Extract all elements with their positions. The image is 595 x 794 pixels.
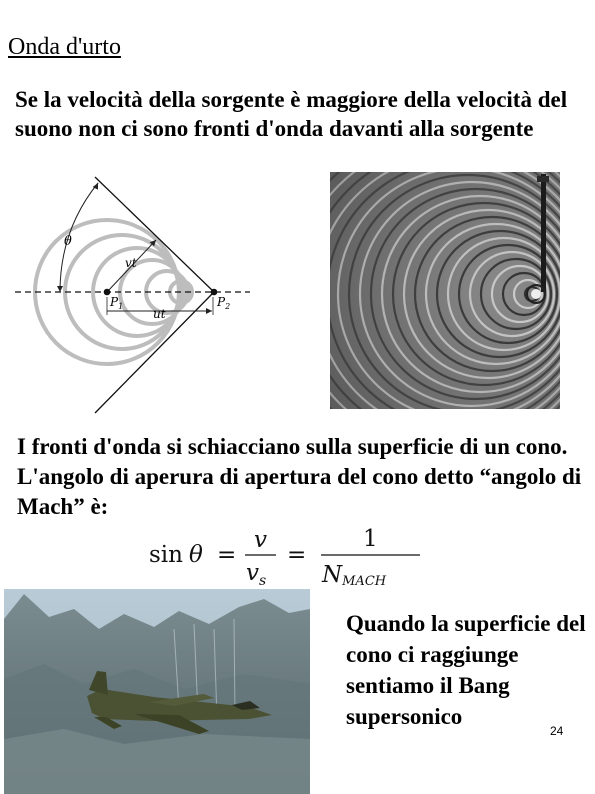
theta-label: θ (64, 234, 72, 249)
sonic-boom-note: Quando la superficie del cono ci raggiunge sentiamo il Bang supersonico (346, 611, 586, 729)
formula-den-vs: $v_s$ (246, 560, 267, 589)
formula-equals-1: = (217, 542, 237, 568)
p1-label: $P_1$ (110, 295, 124, 311)
ut-label: ut (153, 307, 166, 321)
page-number: 24 (550, 724, 564, 738)
formula-equals-2: = (287, 542, 307, 568)
cone-explanation: I fronti d'onda si schiacciano sulla superficie di un cono. L'angolo di aperura di apertura del cono detto “angolo di Mach” è: (17, 434, 582, 519)
vt-label: vt (125, 256, 137, 270)
source-rod (541, 174, 546, 292)
formula-num-1: 1 (363, 526, 378, 552)
formula-sin: sin (149, 542, 183, 568)
source-point (531, 289, 541, 299)
formula-den-nmach: NMACH (322, 562, 387, 589)
supersonic-jet-photo (4, 589, 310, 794)
p2-label: $P_2$ (217, 295, 231, 311)
slide-title: Onda d'urto (8, 34, 121, 60)
mach-cone-diagram (10, 175, 255, 415)
mach-angle-formula (145, 522, 430, 590)
intro-text: Se la velocità della sorgente è maggiore della velocità del suono non ci sono fronti d'onda davanti alla sorgente (15, 87, 568, 141)
shock-wave-photo (330, 172, 560, 409)
formula-theta: θ (189, 542, 203, 568)
formula-num-v: v (254, 527, 267, 553)
